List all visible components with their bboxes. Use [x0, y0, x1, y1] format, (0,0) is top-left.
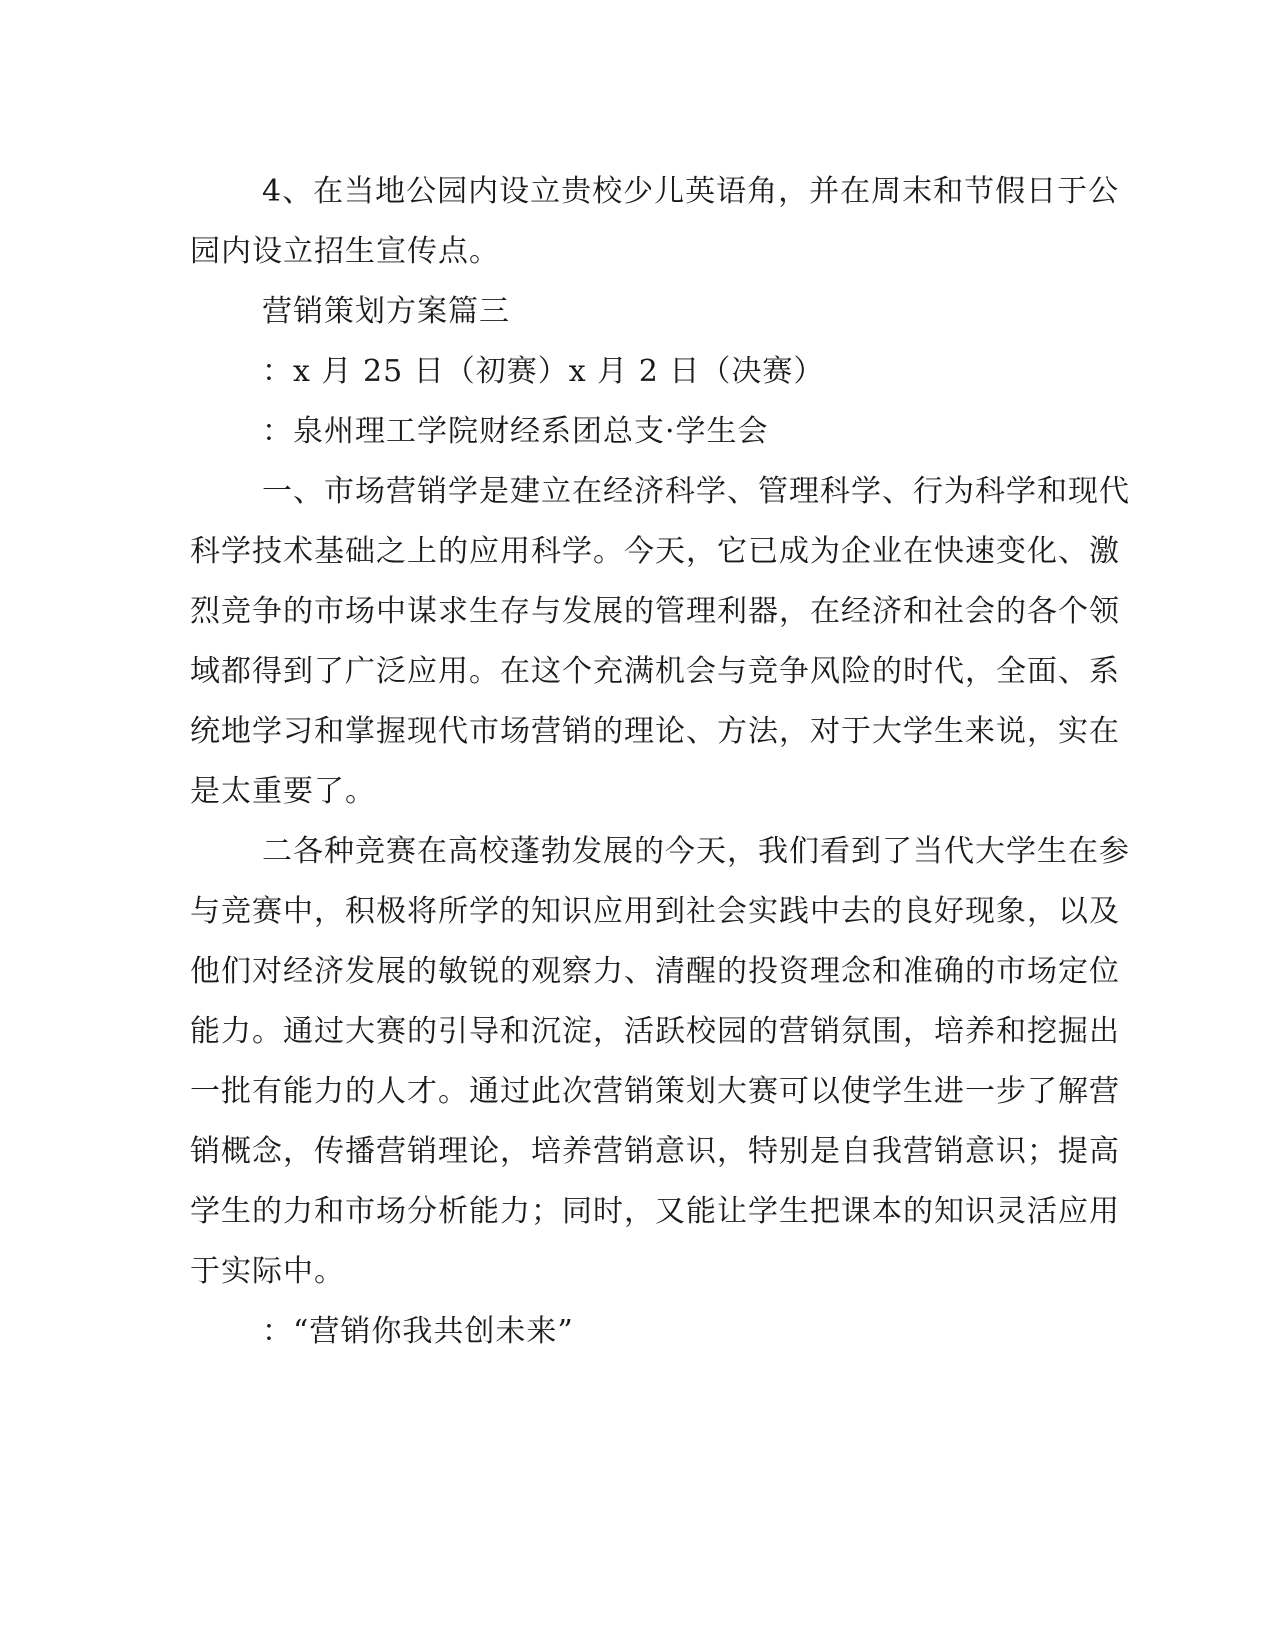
paragraph-line: 能力。通过大赛的引导和沉淀，活跃校园的营销氛围，培养和挖掘出 — [190, 1014, 1120, 1049]
paragraph-line: 烈竞争的市场中谋求生存与发展的管理利器，在经济和社会的各个领 — [190, 594, 1120, 629]
event-date-line: ：x 月 25 日（初赛）x 月 2 日（决赛） — [262, 354, 825, 389]
paragraph-line: 一批有能力的人才。通过此次营销策划大赛可以使学生进一步了解营 — [190, 1074, 1120, 1109]
paragraph-line: 科学技术基础之上的应用科学。今天，它已成为企业在快速变化、激 — [190, 534, 1120, 569]
document-body — [190, 162, 1130, 1362]
paragraph-line: 学生的力和市场分析能力；同时，又能让学生把课本的知识灵活应用 — [190, 1194, 1120, 1229]
paragraph-line: 二各种竞赛在高校蓬勃发展的今天，我们看到了当代大学生在参 — [262, 834, 1130, 869]
organizer-line: ：泉州理工学院财经系团总支·学生会 — [262, 414, 769, 449]
paragraph-line: 是太重要了。 — [190, 774, 376, 809]
theme-line: ：“营销你我共创未来” — [262, 1314, 574, 1349]
paragraph-line: 园内设立招生宣传点。 — [190, 234, 500, 269]
paragraph-line: 于实际中。 — [190, 1254, 345, 1289]
paragraph-line: 销概念，传播营销理论，培养营销意识，特别是自我营销意识；提高 — [190, 1134, 1120, 1169]
paragraph-line: 与竞赛中，积极将所学的知识应用到社会实践中去的良好现象，以及 — [190, 894, 1120, 929]
paragraph-line: 域都得到了广泛应用。在这个充满机会与竞争风险的时代，全面、系 — [190, 654, 1120, 689]
paragraph-line: 他们对经济发展的敏锐的观察力、清醒的投资理念和准确的市场定位 — [190, 954, 1120, 989]
paragraph-line: 一、市场营销学是建立在经济科学、管理科学、行为科学和现代 — [262, 474, 1130, 509]
paragraph-line: 4、在当地公园内设立贵校少儿英语角，并在周末和节假日于公 — [262, 174, 1120, 209]
paragraph-line: 统地学习和掌握现代市场营销的理论、方法，对于大学生来说，实在 — [190, 714, 1120, 749]
section-heading: 营销策划方案篇三 — [262, 294, 510, 329]
